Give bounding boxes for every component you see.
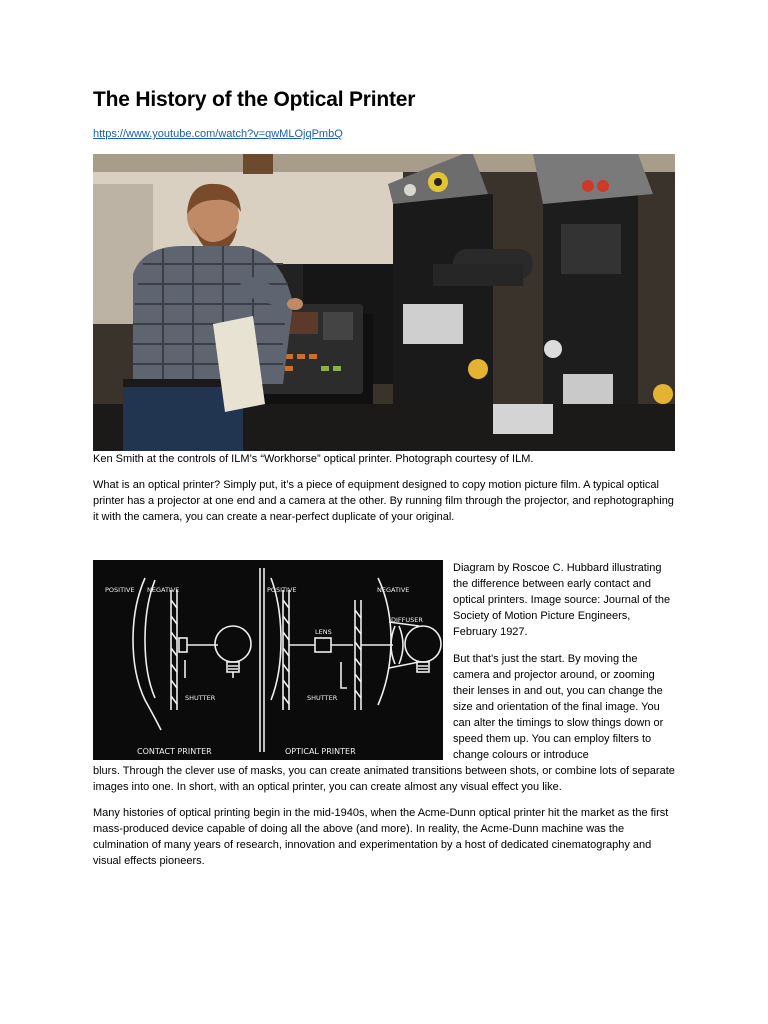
- diagram-label-negative-right: NEGATIVE: [377, 586, 410, 594]
- diagram-label-diffuser: DIFFUSER: [391, 616, 423, 624]
- paragraph-1: What is an optical printer? Simply put, it’s a piece of equipment designed to copy motion picture film. A typical optical printer has a projector at one end and a camera at the other. By running film through the projector, and rephotographing it with the camera, you can create a near-perfect duplicate of your original.: [93, 479, 674, 523]
- diagram-label-shutter-left: SHUTTER: [185, 694, 216, 702]
- paragraph-3: Many histories of optical printing begin in the mid-1940s, when the Acme-Dunn optical printer hit the market as the first mass-produced device capable of doing all the above (and more). In reality, the Acme-Dunn machine was the culmination of many years of research, innovation and experimentation by a host of dedicated cinematography and visual effects pioneers.: [93, 807, 669, 867]
- optical-printer-photo: [93, 154, 675, 451]
- document-title: The History of the Optical Printer: [93, 88, 416, 111]
- diagram-label-optical-printer: OPTICAL PRINTER: [285, 747, 356, 756]
- paragraph-2-side: But that’s just the start. By moving the camera and projector around, or zooming their lenses in and out, you can change the size and orientation of the final image. You can alter the timings to slow things down or speed them up. You can employ filters to change colours or introduce: [453, 653, 664, 761]
- printer-diagram: [93, 560, 443, 760]
- photo-caption: Ken Smith at the controls of ILM’s “Workhorse” optical printer. Photograph courtesy of ILM.: [93, 453, 534, 465]
- diagram-label-shutter-right: SHUTTER: [307, 694, 338, 702]
- paragraph-2-continued: blurs. Through the clever use of masks, you can create animated transitions between shots, or combine lots of separate images into one. In short, with an optical printer, you can create almost any visual effect you like.: [93, 765, 675, 793]
- diagram-label-positive-right: POSITIVE: [267, 586, 297, 594]
- diagram-label-lens: LENS: [315, 628, 332, 636]
- diagram-caption: Diagram by Roscoe C. Hubbard illustrating the difference between early contact and optical printers. Image source: Journal of the Society of Motion Picture Engineers, February 1927.: [453, 562, 671, 638]
- diagram-label-contact-printer: CONTACT PRINTER: [137, 747, 212, 756]
- diagram-label-positive-left: POSITIVE: [105, 586, 135, 594]
- youtube-link[interactable]: https://www.youtube.com/watch?v=qwMLOjqPmbQ: [93, 128, 343, 140]
- diagram-label-negative-left: NEGATIVE: [147, 586, 180, 594]
